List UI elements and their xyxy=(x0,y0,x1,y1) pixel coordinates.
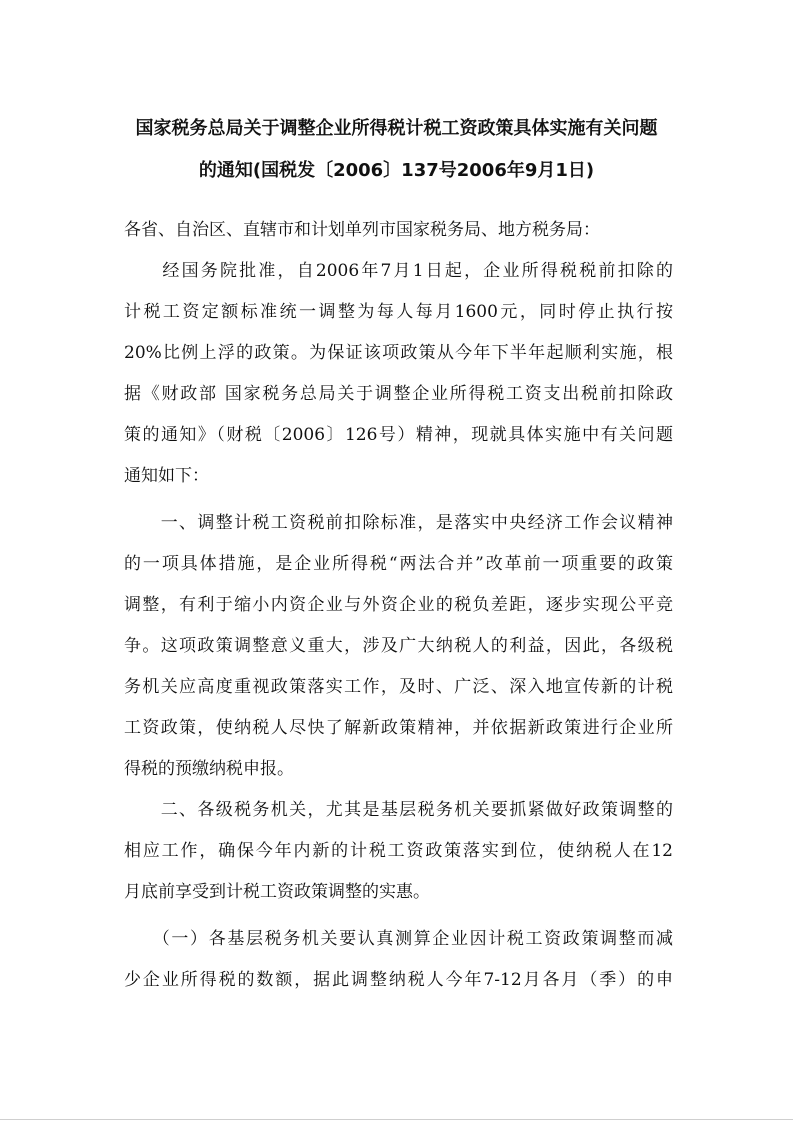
body-line: 相应工作，确保今年内新的计税工资政策落实到位，使纳税人在12 xyxy=(124,841,673,861)
body-line: 计税工资定额标准统一调整为每人每月1600元，同时停止执行按 xyxy=(124,302,673,322)
body-line: 争。这项政策调整意义重大，涉及广大纳税人的利益，因此，各级税 xyxy=(124,636,673,656)
body-line: 月底前享受到计税工资政策调整的实惠。 xyxy=(124,882,430,902)
salutation: 各省、自治区、直辖市和计划单列市国家税务局、地方税务局： xyxy=(124,220,600,240)
body-line: （一）各基层税务机关要认真测算企业因计税工资政策调整而减 xyxy=(124,929,673,949)
body-line: 调整，有利于缩小内资企业与外资企业的税负差距，逐步实现公平竞 xyxy=(124,595,673,615)
body-line: 20%比例上浮的政策。为保证该项政策从今年下半年起顺利实施，根 xyxy=(124,343,673,363)
body-line: 经国务院批准，自2006年7月1日起，企业所得税税前扣除的 xyxy=(124,261,673,281)
body-line: 的一项具体措施，是企业所得税“两法合并”改革前一项重要的政策 xyxy=(124,554,673,574)
body-line: 少企业所得税的数额，据此调整纳税人今年7-12月各月（季）的申 xyxy=(124,970,673,990)
body-line: 策的通知》（财税〔2006〕126号）精神，现就具体实施中有关问题 xyxy=(124,425,673,445)
body-line: 一、调整计税工资税前扣除标准，是落实中央经济工作会议精神 xyxy=(124,513,673,533)
body-line: 通知如下： xyxy=(124,466,209,486)
body-line: 得税的预缴纳税申报。 xyxy=(124,759,294,779)
document-title-line-2: 的通知(国税发〔2006〕137号2006年9月1日) xyxy=(198,160,595,181)
body-line: 据《财政部 国家税务总局关于调整企业所得税工资支出税前扣除政 xyxy=(124,384,673,404)
body-line: 工资政策，使纳税人尽快了解新政策精神，并依据新政策进行企业所 xyxy=(124,718,673,738)
page-bottom-border xyxy=(0,1119,793,1120)
body-line: 二、各级税务机关，尤其是基层税务机关要抓紧做好政策调整的 xyxy=(124,800,673,820)
body-line: 务机关应高度重视政策落实工作，及时、广泛、深入地宣传新的计税 xyxy=(124,677,673,697)
document-title-line-1: 国家税务总局关于调整企业所得税计税工资政策具体实施有关问题 xyxy=(135,118,658,139)
